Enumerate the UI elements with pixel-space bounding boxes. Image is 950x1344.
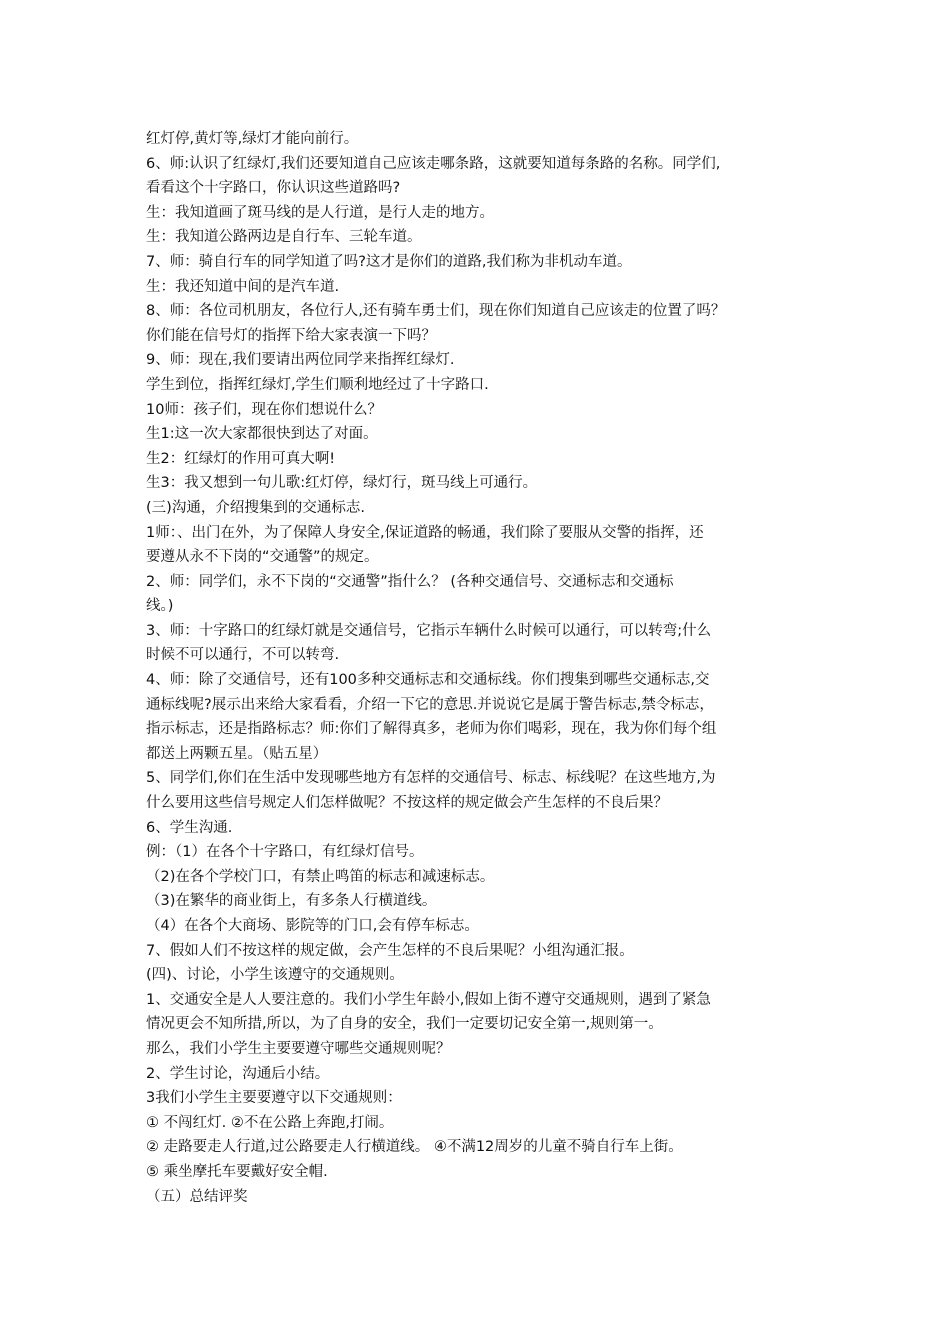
document-line: 3、师：十字路口的红绿灯就是交通信号，它指示车辆什么时候可以通行，可以转弯;什么 — [146, 622, 712, 639]
document-line: 生：我还知道中间的是汽车道. — [146, 278, 340, 295]
document-line: 1师：、出门在外，为了保障人身安全,保证道路的畅通，我们除了要服从交警的指挥，还 — [146, 524, 704, 541]
document-line: 生：我知道画了斑马线的是人行道，是行人走的地方。 — [146, 204, 494, 221]
document-line: 生：我知道公路两边是自行车、三轮车道。 — [146, 229, 422, 246]
document-line: (四)、讨论，小学生该遵守的交通规则。 — [146, 967, 404, 984]
document-line: 指示标志，还是指路标志？师:你们了解得真多，老师为你们喝彩，现在，我为你们每个组 — [146, 721, 717, 738]
document-line: ⑤ 乘坐摩托车要戴好安全帽. — [146, 1163, 328, 1180]
document-line: ① 不闯红灯. ②不在公路上奔跑,打闹。 — [146, 1114, 394, 1131]
document-line: 4、师：除了交通信号，还有100多种交通标志和交通标线。你们搜集到哪些交通标志,交 — [146, 672, 710, 689]
document-line: 7、师：骑自行车的同学知道了吗?这才是你们的道路,我们称为非机动车道。 — [146, 253, 632, 270]
document-line: 1、交通安全是人人要注意的。我们小学生年龄小,假如上街不遵守交通规则，遇到了紧急 — [146, 991, 711, 1008]
document-line: 8、师：各位司机朋友，各位行人,还有骑车勇士们，现在你们知道自己应该走的位置了吗？ — [146, 303, 726, 320]
document-line: 5、同学们,你们在生活中发现哪些地方有怎样的交通信号、标志、标线呢？在这些地方,为 — [146, 770, 716, 787]
document-line: 通标线呢?展示出来给大家看看，介绍一下它的意思.并说说它是属于警告标志,禁令标志， — [146, 696, 714, 713]
document-body — [146, 127, 826, 1209]
document-line: 要遵从永不下岗的“交通警”的规定。 — [146, 549, 379, 566]
document-line: 生1:这一次大家都很快到达了对面。 — [146, 426, 378, 443]
document-line: 2、师：同学们，永不下岗的“交通警”指什么？ (各种交通信号、交通标志和交通标 — [146, 573, 674, 590]
document-line: 你们能在信号灯的指挥下给大家表演一下吗？ — [146, 327, 436, 344]
document-line: 那么，我们小学生主要要遵守哪些交通规则呢？ — [146, 1040, 451, 1057]
document-line: 6、师:认识了红绿灯,我们还要知道自己应该走哪条路，这就要知道每条路的名称。同学们, — [146, 155, 721, 172]
document-line: 6、学生沟通. — [146, 819, 233, 836]
document-line: 线。) — [146, 598, 174, 615]
document-line: 都送上两颗五星。（贴五星） — [146, 745, 328, 762]
document-line: 7、假如人们不按这样的规定做，会产生怎样的不良后果呢？小组沟通汇报。 — [146, 942, 634, 959]
document-line: 生3：我又想到一句儿歌:红灯停，绿灯行，斑马线上可通行。 — [146, 475, 538, 492]
document-line: 2、学生讨论，沟通后小结。 — [146, 1065, 330, 1082]
document-line: 看看这个十字路口，你认识这些道路吗? — [146, 180, 401, 197]
document-line: （4）在各个大商场、影院等的门口,会有停车标志。 — [146, 918, 479, 934]
document-line: 例：（1）在各个十字路口，有红绿灯信号。 — [146, 844, 424, 861]
document-line: 10师：孩子们，现在你们想说什么？ — [146, 401, 382, 418]
document-line: （3)在繁华的商业街上，有多条人行横道线。 — [146, 893, 437, 910]
document-line: (三)沟通，介绍搜集到的交通标志. — [146, 499, 365, 516]
document-line: 学生到位，指挥红绿灯,学生们顺利地经过了十字路口. — [146, 376, 489, 393]
document-line: （2)在各个学校门口，有禁止鸣笛的标志和减速标志。 — [146, 868, 495, 885]
document-line: 情况更会不知所措,所以，为了自身的安全，我们一定要切记安全第一,规则第一。 — [146, 1016, 663, 1033]
document-line: （五）总结评奖 — [146, 1188, 248, 1205]
document-line: 生2：红绿灯的作用可真大啊! — [146, 450, 336, 467]
document-line: ② 走路要走人行道,过公路要走人行横道线。 ④不满12周岁的儿童不骑自行车上街。 — [146, 1139, 683, 1156]
document-line: 3我们小学生主要要遵守以下交通规则： — [146, 1090, 402, 1107]
document-line: 什么要用这些信号规定人们怎样做呢？不按这样的规定做会产生怎样的不良后果？ — [146, 795, 668, 812]
document-line: 时候不可以通行，不可以转弯. — [146, 647, 340, 664]
document-line: 红灯停,黄灯等,绿灯才能向前行。 — [146, 131, 359, 147]
document-line: 9、师：现在,我们要请出两位同学来指挥红绿灯. — [146, 352, 455, 369]
